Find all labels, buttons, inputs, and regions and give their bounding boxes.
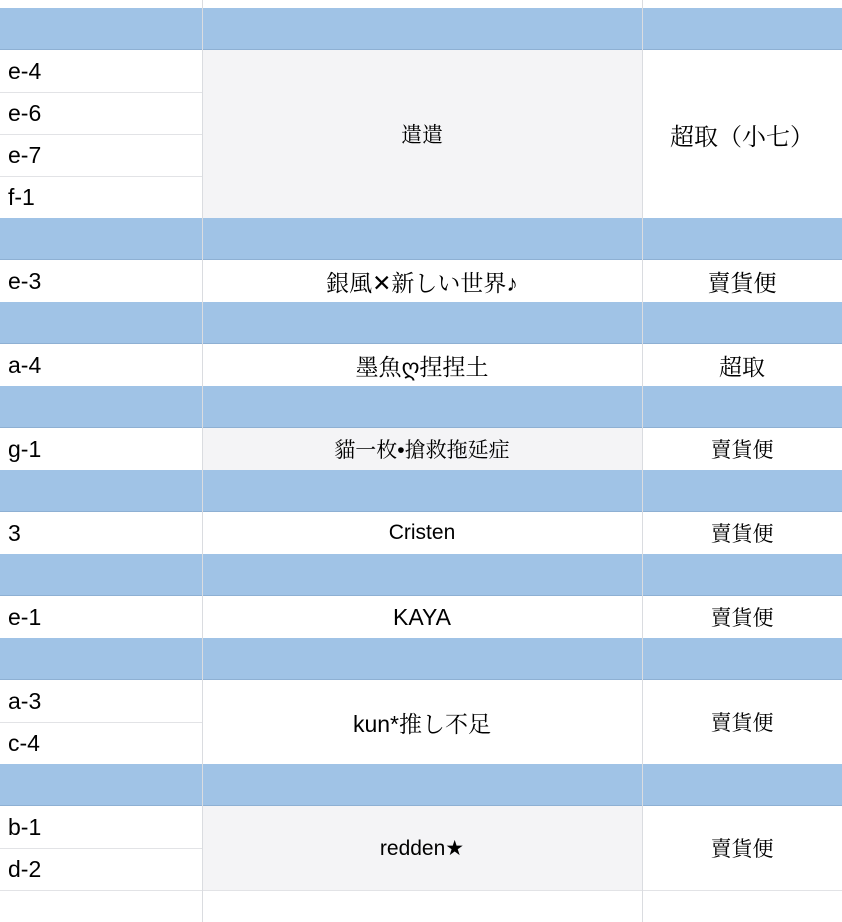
id-cell[interactable]: a-4 (8, 351, 42, 378)
name-cell[interactable]: 銀風✕新しい世界♪ (202, 260, 642, 302)
id-cell[interactable]: e-7 (8, 141, 42, 168)
shipping-method-cell[interactable]: 賣貨便 (710, 712, 774, 735)
shipping-method-cell[interactable]: 賣貨便 (707, 269, 777, 296)
id-cell[interactable]: 3 (8, 519, 21, 546)
id-cell[interactable]: c-4 (8, 729, 40, 756)
id-cell[interactable]: e-3 (8, 267, 42, 294)
separator-row[interactable] (0, 302, 842, 344)
name-cell[interactable]: 貓一枚•搶救拖延症 (202, 428, 642, 470)
id-cell[interactable]: d-2 (8, 855, 42, 882)
shipping-method-cell[interactable]: 賣貨便 (710, 838, 774, 861)
id-cell[interactable]: e-4 (8, 57, 42, 84)
id-cell[interactable]: a-3 (8, 687, 42, 714)
separator-row[interactable] (0, 470, 842, 512)
shipping-method-cell[interactable]: 超取 (719, 353, 765, 380)
shipping-method-cell[interactable]: 賣貨便 (710, 523, 774, 546)
id-cell[interactable]: b-1 (8, 813, 42, 840)
column-gridline (202, 0, 203, 922)
separator-row[interactable] (0, 386, 842, 428)
separator-row[interactable] (0, 764, 842, 806)
separator-row[interactable] (0, 638, 842, 680)
name-cell[interactable]: KAYA (202, 596, 642, 638)
id-cell[interactable]: f-1 (8, 183, 35, 210)
name-cell[interactable]: redden★ (202, 806, 642, 890)
row-gridline (0, 890, 842, 891)
separator-row[interactable] (0, 8, 842, 50)
id-cell[interactable]: e-6 (8, 99, 42, 126)
shipping-method-cell[interactable]: 賣貨便 (710, 439, 774, 462)
shipping-method-cell[interactable]: 賣貨便 (710, 607, 774, 630)
column-gridline (642, 0, 643, 922)
name-cell[interactable]: kun*推し不足 (202, 680, 642, 764)
name-cell[interactable]: 墨魚ღ捏捏土 (202, 344, 642, 386)
shipping-method-cell[interactable]: 超取（小七） (670, 123, 814, 151)
name-cell[interactable]: Cristen (202, 512, 642, 554)
id-cell[interactable]: e-1 (8, 603, 42, 630)
name-cell[interactable]: 遣遣 (202, 50, 642, 218)
separator-row[interactable] (0, 554, 842, 596)
separator-row[interactable] (0, 218, 842, 260)
id-cell[interactable]: g-1 (8, 435, 42, 462)
